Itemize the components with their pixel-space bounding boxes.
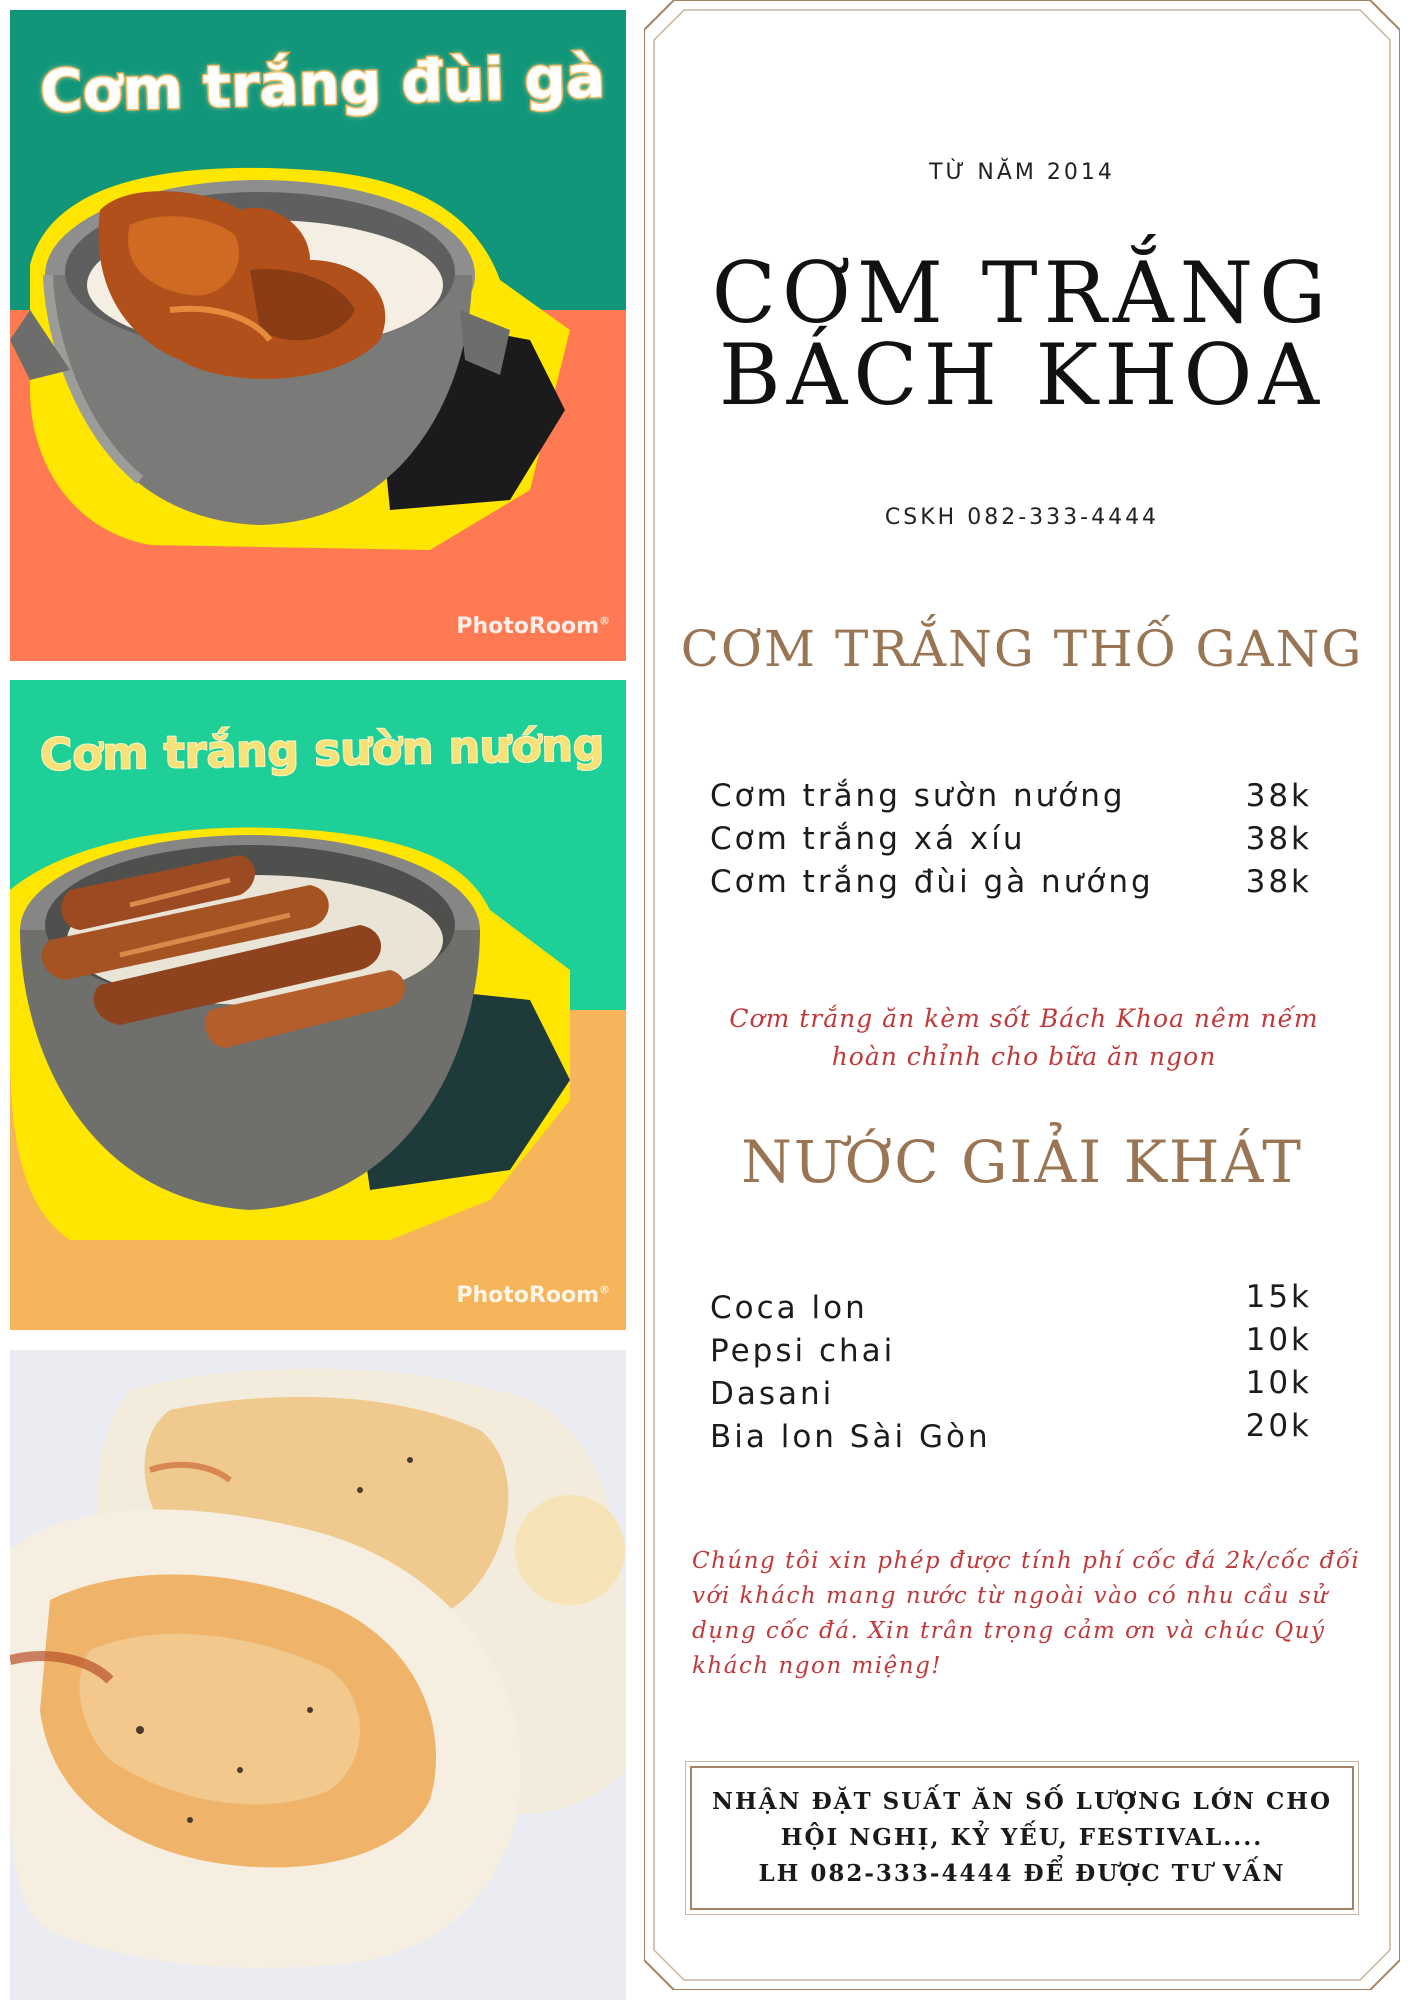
photo-caption: Cơm trắng đùi gà [39,42,606,126]
food-menu-list [710,778,1312,907]
order-box-line: LH 082-333-4444 ĐỂ ĐƯỢC TƯ VẤN [758,1860,1286,1887]
menu-item [710,1279,1312,1333]
menu-item [710,1322,1312,1376]
food-note-line: Cơm trắng ăn kèm sốt Bách Khoa nêm nếm [729,1004,1319,1033]
food-note [704,1000,1344,1076]
item-name: Cơm trắng sườn nướng [710,778,1126,814]
order-box-line: NHẬN ĐẶT SUẤT ĂN SỐ LƯỢNG LỚN CHO [711,1788,1333,1815]
ice-fee-note-line: Chúng tôi xin phép được tính phí cốc đá 2k/cốc đối [692,1548,1361,1574]
drink-section-title: NƯỚC GIẢI KHÁT [741,1128,1303,1196]
since-year: TỪ NĂM 2014 [929,160,1115,185]
menu-item [710,864,1312,907]
item-price: 15k [1245,1279,1312,1315]
menu-item [710,821,1312,864]
item-name: Cơm trắng đùi gà nướng [710,864,1154,900]
brand-line-1: CƠM TRẮNG [711,244,1333,342]
photo-fried-egg [10,1350,626,2000]
item-name: Coca lon [710,1290,868,1326]
item-name: Pepsi chai [710,1333,896,1369]
item-price: 38k [1245,864,1312,900]
drink-menu-list [710,1279,1312,1462]
item-name: Bia lon Sài Gòn [710,1419,991,1455]
photo-ribs-rice [10,680,626,1330]
menu-panel [644,0,1400,1990]
photo-chicken-rice [10,10,626,661]
menu-item [710,1365,1312,1419]
brand-line-2: BÁCH KHOA [718,326,1326,424]
food-section-title: CƠM TRẮNG THỐ GANG [680,620,1364,678]
item-name: Dasani [710,1376,835,1412]
ice-fee-note-line: với khách mang nước từ ngoài vào có nhu cầu sử [692,1583,1329,1609]
ice-fee-note [692,1544,1364,1684]
brand-name [644,244,1400,424]
photoroom-watermark: PhotoRoom® [456,614,610,639]
menu-item [710,1408,1312,1462]
fried-eggs-illustration [10,1350,626,2000]
photoroom-watermark: PhotoRoom® [456,1283,610,1308]
item-price: 20k [1245,1408,1312,1444]
customer-service-hotline: CSKH 082-333-4444 [884,505,1160,530]
ice-fee-note-line: dụng cốc đá. Xin trân trọng cảm ơn và chúc Quý [692,1618,1326,1644]
item-name: Cơm trắng xá xíu [710,821,1026,857]
item-price: 10k [1245,1365,1312,1401]
food-note-line: hoàn chỉnh cho bữa ăn ngon [831,1042,1217,1071]
item-price: 10k [1245,1322,1312,1358]
item-price: 38k [1245,778,1312,814]
order-box-line: HỘI NGHỊ, KỶ YẾU, FESTIVAL.... [780,1824,1264,1851]
menu-item [710,778,1312,821]
ice-fee-note-line: khách ngon miệng! [692,1653,943,1679]
item-price: 38k [1245,821,1312,857]
photo-caption: Cơm trắng sườn nướng [39,720,605,781]
catering-order-box [690,1766,1354,1910]
